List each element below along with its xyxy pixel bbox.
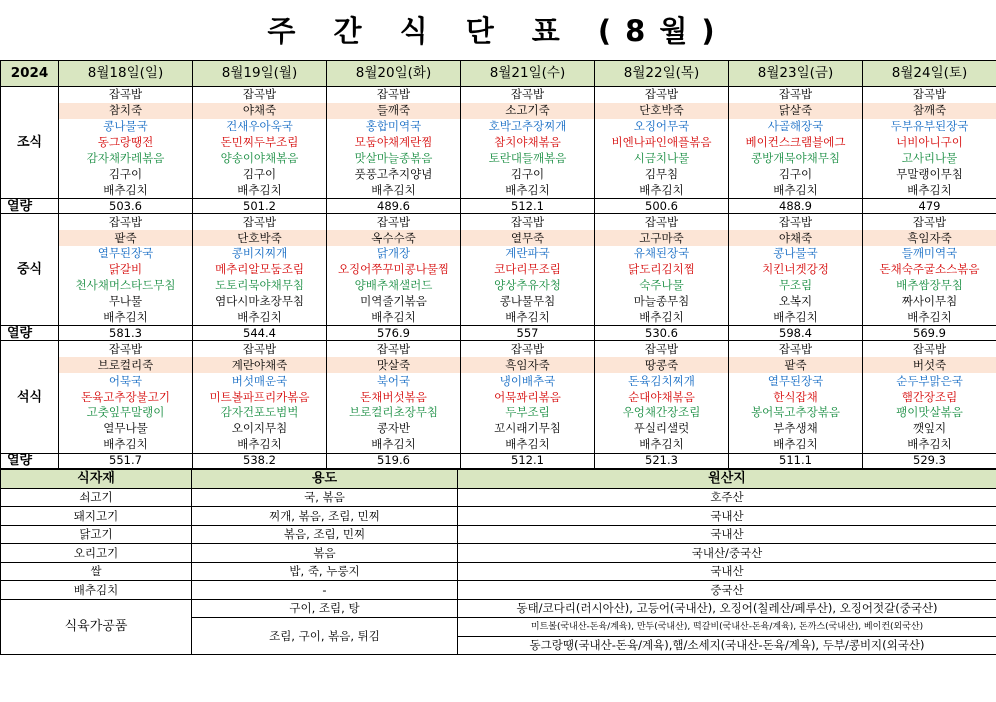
menu-row <box>1 151 996 167</box>
menu-item: 배추김치 <box>729 437 863 453</box>
weekly-menu-table <box>0 60 996 469</box>
menu-item: 숙주나물 <box>595 278 729 294</box>
calorie-value: 569.9 <box>863 326 996 341</box>
origin-table <box>0 469 996 656</box>
calorie-value: 551.7 <box>59 453 193 468</box>
calorie-value: 544.4 <box>193 326 327 341</box>
menu-item: 팥죽 <box>729 357 863 373</box>
menu-item: 브로컬리죽 <box>59 357 193 373</box>
origin-row <box>1 525 996 544</box>
calorie-label: 열량 <box>1 199 59 214</box>
menu-item: 참치죽 <box>59 103 193 119</box>
calorie-row <box>1 199 996 214</box>
day-header: 8월24일(토) <box>863 61 996 87</box>
menu-item: 모둠야채계란찜 <box>327 135 461 151</box>
menu-row <box>1 103 996 119</box>
origin-use-processed: 조림, 구이, 볶음, 튀김 <box>192 618 458 655</box>
menu-item: 배추김치 <box>729 182 863 198</box>
menu-row <box>1 310 996 326</box>
menu-item: 비엔나파인애플볶음 <box>595 135 729 151</box>
menu-item: 배추김치 <box>729 310 863 326</box>
calorie-value: 581.3 <box>59 326 193 341</box>
menu-item: 소고기죽 <box>461 103 595 119</box>
menu-row <box>1 119 996 135</box>
menu-item: 감자건포도범벅 <box>193 405 327 421</box>
menu-item: 순대야채볶음 <box>595 389 729 405</box>
menu-item: 잡곡밥 <box>327 341 461 357</box>
menu-item: 유채된장국 <box>595 246 729 262</box>
menu-item: 메추리알모둠조림 <box>193 262 327 278</box>
menu-row <box>1 341 996 357</box>
menu-item: 콩방개묵야채무침 <box>729 151 863 167</box>
origin-ingredient: 쌀 <box>1 562 192 581</box>
menu-item: 봉어묵고추장볶음 <box>729 405 863 421</box>
menu-item: 염다시마초장무침 <box>193 294 327 310</box>
menu-item: 무말랭이무침 <box>863 166 996 182</box>
menu-item: 잡곡밥 <box>729 87 863 103</box>
origin-use: 볶음 <box>192 544 458 563</box>
menu-row <box>1 373 996 389</box>
menu-item: 돈민찌두부조림 <box>193 135 327 151</box>
menu-item: 계란야채죽 <box>193 357 327 373</box>
menu-item: 잡곡밥 <box>461 341 595 357</box>
calorie-row <box>1 453 996 468</box>
menu-item: 감자채카레볶음 <box>59 151 193 167</box>
menu-item: 잡곡밥 <box>863 87 996 103</box>
menu-item: 코다리무조림 <box>461 262 595 278</box>
menu-item: 잡곡밥 <box>461 87 595 103</box>
menu-item: 사골해장국 <box>729 119 863 135</box>
menu-item: 잡곡밥 <box>461 214 595 230</box>
menu-row <box>1 389 996 405</box>
menu-item: 고사리나물 <box>863 151 996 167</box>
menu-item: 우엉채간장조림 <box>595 405 729 421</box>
origin-ingredient: 돼지고기 <box>1 507 192 526</box>
calorie-value: 521.3 <box>595 453 729 468</box>
menu-row <box>1 135 996 151</box>
menu-item: 무나물 <box>59 294 193 310</box>
menu-item: 닭살죽 <box>729 103 863 119</box>
menu-item: 푸실리샐럿 <box>595 421 729 437</box>
menu-item: 잡곡밥 <box>327 87 461 103</box>
menu-item: 김구이 <box>729 166 863 182</box>
origin-country: 호주산 <box>458 488 996 507</box>
menu-item: 배추김치 <box>863 310 996 326</box>
menu-item: 홍합미역국 <box>327 119 461 135</box>
menu-item: 배추김치 <box>595 182 729 198</box>
menu-item: 천사채머스타드무침 <box>59 278 193 294</box>
menu-row <box>1 246 996 262</box>
menu-item: 베이컨스크램블에그 <box>729 135 863 151</box>
menu-item: 열무된장국 <box>729 373 863 389</box>
menu-item: 냉이배추국 <box>461 373 595 389</box>
menu-item: 배추김치 <box>327 182 461 198</box>
calorie-value: 500.6 <box>595 199 729 214</box>
menu-item: 김구이 <box>193 166 327 182</box>
origin-country: 국내산 <box>458 525 996 544</box>
calorie-value: 489.6 <box>327 199 461 214</box>
menu-item: 팽이맛살볶음 <box>863 405 996 421</box>
menu-row <box>1 87 996 103</box>
origin-row <box>1 581 996 600</box>
menu-item: 닭도리김치찜 <box>595 262 729 278</box>
calorie-value: 511.1 <box>729 453 863 468</box>
menu-item: 잡곡밥 <box>327 214 461 230</box>
menu-item: 한식잡채 <box>729 389 863 405</box>
menu-item: 도토리묵야채무침 <box>193 278 327 294</box>
origin-row <box>1 507 996 526</box>
menu-row <box>1 214 996 230</box>
origin-use: 찌개, 볶음, 조림, 민찌 <box>192 507 458 526</box>
day-header: 8월21일(수) <box>461 61 595 87</box>
menu-row <box>1 166 996 182</box>
meal-label: 조식 <box>1 87 59 199</box>
menu-item: 들깨미역국 <box>863 246 996 262</box>
calorie-value: 529.3 <box>863 453 996 468</box>
calorie-value: 530.6 <box>595 326 729 341</box>
menu-item: 배추김치 <box>461 310 595 326</box>
menu-item: 잡곡밥 <box>193 87 327 103</box>
menu-row <box>1 357 996 373</box>
menu-row <box>1 278 996 294</box>
origin-country-processed: 미트볼(국내산-돈육/계육), 만두(국내산), 떡갈비(국내산-돈육/계육), 돈까스(국내산), 베이컨(외국산) <box>458 618 996 637</box>
menu-item: 잡곡밥 <box>59 87 193 103</box>
menu-item: 배추김치 <box>461 182 595 198</box>
menu-item: 건새우아욱국 <box>193 119 327 135</box>
origin-row <box>1 562 996 581</box>
origin-country: 국내산 <box>458 507 996 526</box>
menu-item: 브로컬리초장무침 <box>327 405 461 421</box>
menu-row <box>1 437 996 453</box>
origin-ingredient: 쇠고기 <box>1 488 192 507</box>
origin-row-processed <box>1 599 996 618</box>
menu-item: 참깨죽 <box>863 103 996 119</box>
menu-item: 열무나물 <box>59 421 193 437</box>
origin-country: 중국산 <box>458 581 996 600</box>
menu-row <box>1 182 996 198</box>
day-header: 8월18일(일) <box>59 61 193 87</box>
menu-item: 돈육김치찌개 <box>595 373 729 389</box>
origin-row <box>1 488 996 507</box>
calorie-value: 503.6 <box>59 199 193 214</box>
menu-item: 깻잎지 <box>863 421 996 437</box>
origin-header-use: 용도 <box>192 469 458 488</box>
calorie-value: 488.9 <box>729 199 863 214</box>
menu-item: 흑임자죽 <box>461 357 595 373</box>
menu-item: 잡곡밥 <box>193 341 327 357</box>
menu-item: 오징어쭈꾸미콩나물찜 <box>327 262 461 278</box>
origin-ingredient: 배추김치 <box>1 581 192 600</box>
origin-header-origin: 원산지 <box>458 469 996 488</box>
origin-country-processed: 동태/코다리(러시아산), 고등어(국내산), 오징어(칠레산/페루산), 오징어젓갈(중국산) <box>458 599 996 618</box>
origin-ingredient: 오리고기 <box>1 544 192 563</box>
menu-item: 오징어무국 <box>595 119 729 135</box>
menu-item: 부추생채 <box>729 421 863 437</box>
menu-item: 양상추유자청 <box>461 278 595 294</box>
menu-item: 팥죽 <box>59 230 193 246</box>
menu-item: 너비아니구이 <box>863 135 996 151</box>
menu-item: 김구이 <box>59 166 193 182</box>
menu-item: 닭갈비 <box>59 262 193 278</box>
page-title: 주 간 식 단 표 (8월) <box>267 14 729 48</box>
menu-item: 콩나물무침 <box>461 294 595 310</box>
menu-item: 마늘종무침 <box>595 294 729 310</box>
menu-item: 옥수수죽 <box>327 230 461 246</box>
origin-country-processed: 동그랑땡(국내산-돈육/계육),햄/소세지(국내산-돈육/계육), 두부/콩비지(외국산) <box>458 636 996 655</box>
menu-item: 잡곡밥 <box>193 214 327 230</box>
menu-item: 열무죽 <box>461 230 595 246</box>
menu-item: 고춧잎무말랭이 <box>59 405 193 421</box>
menu-item: 콩나물국 <box>59 119 193 135</box>
menu-item: 배추김치 <box>59 310 193 326</box>
menu-item: 짜사이무침 <box>863 294 996 310</box>
menu-item: 오이지무침 <box>193 421 327 437</box>
menu-item: 두부조림 <box>461 405 595 421</box>
menu-item: 시금치나물 <box>595 151 729 167</box>
calorie-value: 576.9 <box>327 326 461 341</box>
menu-item: 돈채버섯볶음 <box>327 389 461 405</box>
menu-item: 김무침 <box>595 166 729 182</box>
year-label: 2024 <box>1 61 59 87</box>
menu-item: 돈채숙주굴소스볶음 <box>863 262 996 278</box>
menu-item: 김구이 <box>461 166 595 182</box>
origin-header-row <box>1 469 996 488</box>
origin-ingredient-processed: 식육가공품 <box>1 599 192 655</box>
menu-item: 배추김치 <box>327 310 461 326</box>
menu-item: 배추김치 <box>863 437 996 453</box>
day-header: 8월22일(목) <box>595 61 729 87</box>
menu-item: 맛살마늘종볶음 <box>327 151 461 167</box>
menu-item: 잡곡밥 <box>595 214 729 230</box>
menu-item: 버섯매운국 <box>193 373 327 389</box>
menu-item: 단호박죽 <box>193 230 327 246</box>
menu-row <box>1 262 996 278</box>
menu-item: 잡곡밥 <box>729 341 863 357</box>
origin-country: 국내산/중국산 <box>458 544 996 563</box>
menu-item: 미역줄기볶음 <box>327 294 461 310</box>
origin-use: 밥, 죽, 누룽지 <box>192 562 458 581</box>
menu-item: 치킨너겟강정 <box>729 262 863 278</box>
menu-item: 닭개장 <box>327 246 461 262</box>
menu-item: 어묵꽈리볶음 <box>461 389 595 405</box>
menu-item: 배추김치 <box>595 437 729 453</box>
menu-item: 배추쌈장무침 <box>863 278 996 294</box>
menu-row <box>1 294 996 310</box>
menu-row <box>1 405 996 421</box>
calorie-value: 512.1 <box>461 199 595 214</box>
menu-item: 동그랑땡전 <box>59 135 193 151</box>
menu-item: 오복지 <box>729 294 863 310</box>
menu-item: 두부유부된장국 <box>863 119 996 135</box>
calorie-label: 열량 <box>1 453 59 468</box>
menu-item: 양배추채샐러드 <box>327 278 461 294</box>
menu-item: 북어국 <box>327 373 461 389</box>
menu-item: 고구마죽 <box>595 230 729 246</box>
origin-row <box>1 544 996 563</box>
menu-item: 배추김치 <box>461 437 595 453</box>
menu-item: 배추김치 <box>193 310 327 326</box>
menu-row <box>1 230 996 246</box>
menu-item: 토란대들깨볶음 <box>461 151 595 167</box>
calorie-value: 598.4 <box>729 326 863 341</box>
menu-item: 햄간장조림 <box>863 389 996 405</box>
menu-item: 버섯죽 <box>863 357 996 373</box>
menu-item: 계란파국 <box>461 246 595 262</box>
menu-item: 미트볼파프리카볶음 <box>193 389 327 405</box>
origin-use-processed: 구이, 조림, 탕 <box>192 599 458 618</box>
day-header: 8월20일(화) <box>327 61 461 87</box>
menu-item: 배추김치 <box>193 437 327 453</box>
origin-header-ingredient: 식자재 <box>1 469 192 488</box>
origin-ingredient: 닭고기 <box>1 525 192 544</box>
calorie-value: 501.2 <box>193 199 327 214</box>
calorie-value: 538.2 <box>193 453 327 468</box>
menu-item: 야채죽 <box>729 230 863 246</box>
menu-item: 잡곡밥 <box>59 341 193 357</box>
calorie-row <box>1 326 996 341</box>
menu-item: 잡곡밥 <box>595 87 729 103</box>
origin-use: 국, 볶음 <box>192 488 458 507</box>
menu-item: 호박고추장찌개 <box>461 119 595 135</box>
menu-item: 잡곡밥 <box>863 214 996 230</box>
menu-item: 잡곡밥 <box>595 341 729 357</box>
menu-item: 흑임자죽 <box>863 230 996 246</box>
menu-item: 야채죽 <box>193 103 327 119</box>
menu-item: 배추김치 <box>327 437 461 453</box>
menu-item: 양송이야채볶음 <box>193 151 327 167</box>
calorie-value: 512.1 <box>461 453 595 468</box>
menu-item: 콩비지찌개 <box>193 246 327 262</box>
menu-item: 잡곡밥 <box>59 214 193 230</box>
menu-item: 배추김치 <box>595 310 729 326</box>
menu-item: 꼬시래기무침 <box>461 421 595 437</box>
menu-item: 배추김치 <box>193 182 327 198</box>
meal-label: 중식 <box>1 214 59 326</box>
calorie-value: 479 <box>863 199 996 214</box>
menu-item: 잡곡밥 <box>863 341 996 357</box>
menu-item: 맛살죽 <box>327 357 461 373</box>
menu-item: 배추김치 <box>863 182 996 198</box>
origin-use: - <box>192 581 458 600</box>
day-header: 8월23일(금) <box>729 61 863 87</box>
menu-item: 땅콩죽 <box>595 357 729 373</box>
meal-label: 석식 <box>1 341 59 453</box>
menu-item: 풋풍고추지양념 <box>327 166 461 182</box>
calorie-value: 519.6 <box>327 453 461 468</box>
menu-item: 순두부맑은국 <box>863 373 996 389</box>
menu-item: 잡곡밥 <box>729 214 863 230</box>
menu-item: 콩나물국 <box>729 246 863 262</box>
menu-item: 돈육고추장불고기 <box>59 389 193 405</box>
menu-item: 단호박죽 <box>595 103 729 119</box>
day-header: 8월19일(월) <box>193 61 327 87</box>
menu-item: 배추김치 <box>59 182 193 198</box>
menu-item: 참치야채볶음 <box>461 135 595 151</box>
menu-item: 어묵국 <box>59 373 193 389</box>
menu-item: 열무된장국 <box>59 246 193 262</box>
menu-row <box>1 421 996 437</box>
origin-country: 국내산 <box>458 562 996 581</box>
origin-use: 볶음, 조림, 민찌 <box>192 525 458 544</box>
menu-item: 콩자반 <box>327 421 461 437</box>
calorie-value: 557 <box>461 326 595 341</box>
menu-header-row <box>1 61 996 87</box>
calorie-label: 열량 <box>1 326 59 341</box>
menu-item: 들깨죽 <box>327 103 461 119</box>
menu-item: 배추김치 <box>59 437 193 453</box>
menu-item: 무조림 <box>729 278 863 294</box>
